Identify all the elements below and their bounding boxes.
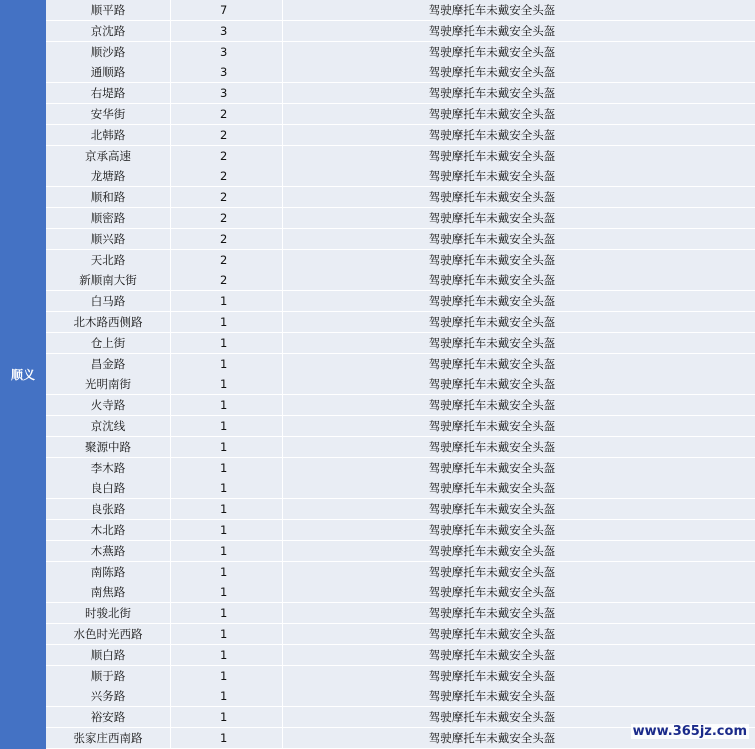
table-row bbox=[46, 312, 755, 333]
table-row bbox=[46, 624, 755, 645]
table-row bbox=[46, 125, 755, 146]
column-separator bbox=[170, 354, 171, 374]
road-name-cell: 顺于路 bbox=[90, 668, 126, 683]
table-row bbox=[46, 229, 755, 250]
table-row bbox=[46, 686, 755, 707]
table-row bbox=[46, 458, 755, 479]
violation-cell: 驾驶摩托车未戴安全头盔 bbox=[428, 169, 556, 184]
column-separator bbox=[282, 582, 283, 602]
column-separator bbox=[170, 624, 171, 644]
column-separator bbox=[282, 250, 283, 270]
column-separator bbox=[282, 728, 283, 748]
column-separator bbox=[170, 541, 171, 561]
violation-cell: 驾驶摩托车未戴安全头盔 bbox=[428, 231, 556, 246]
road-name-cell: 通顺路 bbox=[90, 65, 126, 80]
column-separator bbox=[282, 146, 283, 166]
column-separator bbox=[170, 83, 171, 103]
table-row bbox=[46, 187, 755, 208]
violation-cell: 驾驶摩托车未戴安全头盔 bbox=[428, 460, 556, 475]
count-cell: 3 bbox=[220, 65, 228, 80]
violation-cell: 驾驶摩托车未戴安全头盔 bbox=[428, 294, 556, 309]
road-name-cell: 兴务路 bbox=[90, 689, 126, 704]
column-separator bbox=[282, 437, 283, 457]
column-separator bbox=[282, 707, 283, 727]
violation-cell: 驾驶摩托车未戴安全头盔 bbox=[428, 481, 556, 496]
road-name-cell: 李木路 bbox=[90, 460, 126, 475]
table-row bbox=[46, 645, 755, 666]
violation-cell: 驾驶摩托车未戴安全头盔 bbox=[428, 44, 556, 59]
violation-cell: 驾驶摩托车未戴安全头盔 bbox=[428, 23, 556, 38]
road-name-cell: 京沈线 bbox=[90, 419, 126, 433]
table-row bbox=[46, 416, 755, 437]
road-name-cell: 顺兴路 bbox=[90, 231, 126, 246]
violation-cell: 驾驶摩托车未戴安全头盔 bbox=[428, 689, 556, 704]
table-row bbox=[46, 603, 755, 624]
violation-cell: 驾驶摩托车未戴安全头盔 bbox=[428, 65, 556, 80]
violation-cell: 驾驶摩托车未戴安全头盔 bbox=[428, 398, 556, 413]
column-separator bbox=[170, 562, 171, 582]
column-separator bbox=[170, 21, 171, 41]
violation-cell: 驾驶摩托车未戴安全头盔 bbox=[428, 606, 556, 621]
column-separator bbox=[170, 707, 171, 727]
column-separator bbox=[282, 416, 283, 436]
table-row bbox=[46, 250, 755, 271]
column-separator bbox=[170, 208, 171, 228]
road-name-cell: 顺和路 bbox=[90, 190, 126, 205]
column-separator bbox=[282, 229, 283, 249]
column-separator bbox=[282, 208, 283, 228]
violation-cell: 驾驶摩托车未戴安全头盔 bbox=[428, 127, 556, 142]
violation-cell: 驾驶摩托车未戴安全头盔 bbox=[428, 627, 556, 641]
count-cell: 2 bbox=[220, 169, 228, 184]
column-separator bbox=[282, 21, 283, 41]
column-separator bbox=[170, 666, 171, 686]
violation-cell: 驾驶摩托车未戴安全头盔 bbox=[428, 377, 556, 392]
column-separator bbox=[170, 291, 171, 311]
road-name-cell: 木燕路 bbox=[90, 543, 126, 558]
count-cell: 1 bbox=[220, 335, 228, 350]
column-separator bbox=[282, 645, 283, 665]
violation-cell: 驾驶摩托车未戴安全头盔 bbox=[428, 356, 556, 371]
column-separator bbox=[282, 603, 283, 623]
table-row bbox=[46, 42, 755, 63]
road-name-cell: 京承高速 bbox=[85, 148, 131, 163]
column-separator bbox=[282, 666, 283, 686]
road-name-cell: 右堤路 bbox=[90, 86, 126, 101]
column-separator bbox=[282, 395, 283, 415]
count-cell: 1 bbox=[220, 419, 228, 433]
count-cell: 1 bbox=[220, 315, 228, 329]
count-cell: 1 bbox=[220, 606, 228, 621]
column-separator bbox=[170, 458, 171, 478]
column-separator bbox=[282, 478, 283, 498]
table-row bbox=[46, 499, 755, 520]
count-cell: 1 bbox=[220, 647, 228, 662]
district-cell bbox=[0, 0, 47, 749]
count-cell: 2 bbox=[220, 252, 228, 267]
column-separator bbox=[170, 374, 171, 394]
road-name-cell: 南焦路 bbox=[90, 585, 126, 600]
column-separator bbox=[282, 499, 283, 519]
column-separator bbox=[170, 166, 171, 186]
column-separator bbox=[282, 0, 283, 20]
road-name-cell: 顺平路 bbox=[90, 3, 126, 17]
column-separator bbox=[282, 83, 283, 103]
count-cell: 1 bbox=[220, 564, 228, 579]
count-cell: 1 bbox=[220, 523, 228, 537]
table-row bbox=[46, 83, 755, 104]
column-separator bbox=[170, 312, 171, 332]
column-separator bbox=[170, 520, 171, 540]
road-name-cell: 北韩路 bbox=[90, 127, 126, 142]
road-name-cell: 张家庄西南路 bbox=[73, 731, 143, 745]
count-cell: 1 bbox=[220, 377, 228, 392]
violation-cell: 驾驶摩托车未戴安全头盔 bbox=[428, 502, 556, 517]
count-cell: 2 bbox=[220, 273, 228, 288]
count-cell: 3 bbox=[220, 44, 228, 59]
column-separator bbox=[282, 291, 283, 311]
district-label: 顺义 bbox=[10, 368, 35, 382]
column-separator bbox=[282, 125, 283, 145]
column-separator bbox=[282, 374, 283, 394]
violation-cell: 驾驶摩托车未戴安全头盔 bbox=[428, 668, 556, 683]
road-name-cell: 水色时光西路 bbox=[73, 627, 143, 641]
column-separator bbox=[170, 104, 171, 124]
road-name-cell: 昌金路 bbox=[90, 356, 126, 371]
column-separator bbox=[170, 0, 171, 20]
road-name-cell: 白马路 bbox=[90, 294, 126, 309]
column-separator bbox=[282, 562, 283, 582]
column-separator bbox=[282, 62, 283, 82]
violation-cell: 驾驶摩托车未戴安全头盔 bbox=[428, 252, 556, 267]
table-row bbox=[46, 354, 755, 375]
column-separator bbox=[170, 229, 171, 249]
table-row bbox=[46, 208, 755, 229]
column-separator bbox=[170, 728, 171, 748]
violation-cell: 驾驶摩托车未戴安全头盔 bbox=[428, 419, 556, 433]
count-cell: 1 bbox=[220, 398, 228, 413]
column-separator bbox=[282, 270, 283, 290]
violation-cell: 驾驶摩托车未戴安全头盔 bbox=[428, 647, 556, 662]
road-name-cell: 木北路 bbox=[90, 523, 126, 537]
road-name-cell: 良张路 bbox=[90, 502, 126, 517]
column-separator bbox=[170, 187, 171, 207]
violation-cell: 驾驶摩托车未戴安全头盔 bbox=[428, 543, 556, 558]
violation-cell: 驾驶摩托车未戴安全头盔 bbox=[428, 273, 556, 288]
road-name-cell: 时骏北街 bbox=[85, 606, 131, 621]
column-separator bbox=[170, 62, 171, 82]
count-cell: 1 bbox=[220, 543, 228, 558]
column-separator bbox=[282, 104, 283, 124]
table-row bbox=[46, 374, 755, 395]
count-cell: 1 bbox=[220, 710, 228, 725]
count-cell: 1 bbox=[220, 731, 228, 745]
road-name-cell: 龙塘路 bbox=[90, 169, 126, 184]
column-separator bbox=[282, 333, 283, 353]
violation-cell: 驾驶摩托车未戴安全头盔 bbox=[428, 710, 556, 725]
count-cell: 1 bbox=[220, 502, 228, 517]
violation-cell: 驾驶摩托车未戴安全头盔 bbox=[428, 439, 556, 454]
table-row bbox=[46, 541, 755, 562]
count-cell: 1 bbox=[220, 481, 228, 496]
watermark: www.365jz.com bbox=[632, 724, 747, 739]
column-separator bbox=[170, 645, 171, 665]
road-name-cell: 仓上街 bbox=[90, 335, 126, 350]
table-row bbox=[46, 104, 755, 125]
table-row bbox=[46, 146, 755, 167]
table-row bbox=[46, 291, 755, 312]
column-separator bbox=[282, 686, 283, 706]
count-cell: 2 bbox=[220, 127, 228, 142]
table-row bbox=[46, 0, 755, 21]
road-name-cell: 裕安路 bbox=[90, 710, 126, 725]
column-separator bbox=[282, 354, 283, 374]
road-name-cell: 顺密路 bbox=[90, 211, 126, 225]
violation-cell: 驾驶摩托车未戴安全头盔 bbox=[428, 107, 556, 121]
count-cell: 1 bbox=[220, 668, 228, 683]
column-separator bbox=[282, 541, 283, 561]
column-separator bbox=[170, 333, 171, 353]
road-name-cell: 南陈路 bbox=[90, 564, 126, 579]
road-name-cell: 安华街 bbox=[90, 107, 126, 121]
violation-cell: 驾驶摩托车未戴安全头盔 bbox=[428, 564, 556, 579]
count-cell: 1 bbox=[220, 585, 228, 600]
count-cell: 7 bbox=[220, 3, 228, 17]
column-separator bbox=[170, 582, 171, 602]
table-row bbox=[46, 21, 755, 42]
column-separator bbox=[170, 603, 171, 623]
column-separator bbox=[170, 42, 171, 62]
count-cell: 1 bbox=[220, 627, 228, 641]
count-cell: 1 bbox=[220, 439, 228, 454]
violation-cell: 驾驶摩托车未戴安全头盔 bbox=[428, 315, 556, 329]
table-row bbox=[46, 666, 755, 687]
road-name-cell: 良白路 bbox=[90, 481, 126, 496]
violation-cell: 驾驶摩托车未戴安全头盔 bbox=[428, 190, 556, 205]
column-separator bbox=[282, 312, 283, 332]
road-name-cell: 京沈路 bbox=[90, 23, 126, 38]
count-cell: 2 bbox=[220, 190, 228, 205]
column-separator bbox=[170, 416, 171, 436]
column-separator bbox=[282, 166, 283, 186]
table-row bbox=[46, 166, 755, 187]
column-separator bbox=[170, 395, 171, 415]
column-separator bbox=[170, 250, 171, 270]
table-row bbox=[46, 333, 755, 354]
column-separator bbox=[170, 437, 171, 457]
table-row bbox=[46, 562, 755, 583]
column-separator bbox=[170, 146, 171, 166]
count-cell: 1 bbox=[220, 689, 228, 704]
column-separator bbox=[282, 42, 283, 62]
count-cell: 3 bbox=[220, 23, 228, 38]
road-name-cell: 北木路西侧路 bbox=[73, 315, 143, 329]
column-separator bbox=[170, 478, 171, 498]
count-cell: 2 bbox=[220, 148, 228, 163]
count-cell: 3 bbox=[220, 86, 228, 101]
table-row bbox=[46, 478, 755, 499]
road-name-cell: 顺白路 bbox=[90, 647, 126, 662]
violation-cell: 驾驶摩托车未戴安全头盔 bbox=[428, 731, 556, 745]
column-separator bbox=[282, 520, 283, 540]
column-separator bbox=[282, 624, 283, 644]
road-name-cell: 顺沙路 bbox=[90, 44, 126, 59]
violation-cell: 驾驶摩托车未戴安全头盔 bbox=[428, 211, 556, 225]
column-separator bbox=[170, 125, 171, 145]
road-name-cell: 聚源中路 bbox=[85, 439, 131, 454]
violation-cell: 驾驶摩托车未戴安全头盔 bbox=[428, 523, 556, 537]
count-cell: 1 bbox=[220, 294, 228, 309]
table-row bbox=[46, 437, 755, 458]
count-cell: 1 bbox=[220, 460, 228, 475]
violation-cell: 驾驶摩托车未戴安全头盔 bbox=[428, 86, 556, 101]
table-row bbox=[46, 395, 755, 416]
road-name-cell: 新顺南大街 bbox=[79, 273, 137, 288]
column-separator bbox=[170, 499, 171, 519]
table-row bbox=[46, 582, 755, 603]
road-name-cell: 天北路 bbox=[90, 252, 126, 267]
column-separator bbox=[282, 458, 283, 478]
column-separator bbox=[282, 187, 283, 207]
table-row bbox=[46, 62, 755, 83]
violation-cell: 驾驶摩托车未戴安全头盔 bbox=[428, 335, 556, 350]
column-separator bbox=[170, 270, 171, 290]
count-cell: 1 bbox=[220, 356, 228, 371]
column-separator bbox=[170, 686, 171, 706]
count-cell: 2 bbox=[220, 211, 228, 225]
road-name-cell: 光明南街 bbox=[85, 377, 131, 392]
count-cell: 2 bbox=[220, 231, 228, 246]
violation-cell: 驾驶摩托车未戴安全头盔 bbox=[428, 3, 556, 17]
violation-cell: 驾驶摩托车未戴安全头盔 bbox=[428, 148, 556, 163]
table-row bbox=[46, 520, 755, 541]
violation-cell: 驾驶摩托车未戴安全头盔 bbox=[428, 585, 556, 600]
count-cell: 2 bbox=[220, 107, 228, 121]
road-name-cell: 火寺路 bbox=[90, 398, 126, 413]
table-row bbox=[46, 270, 755, 291]
